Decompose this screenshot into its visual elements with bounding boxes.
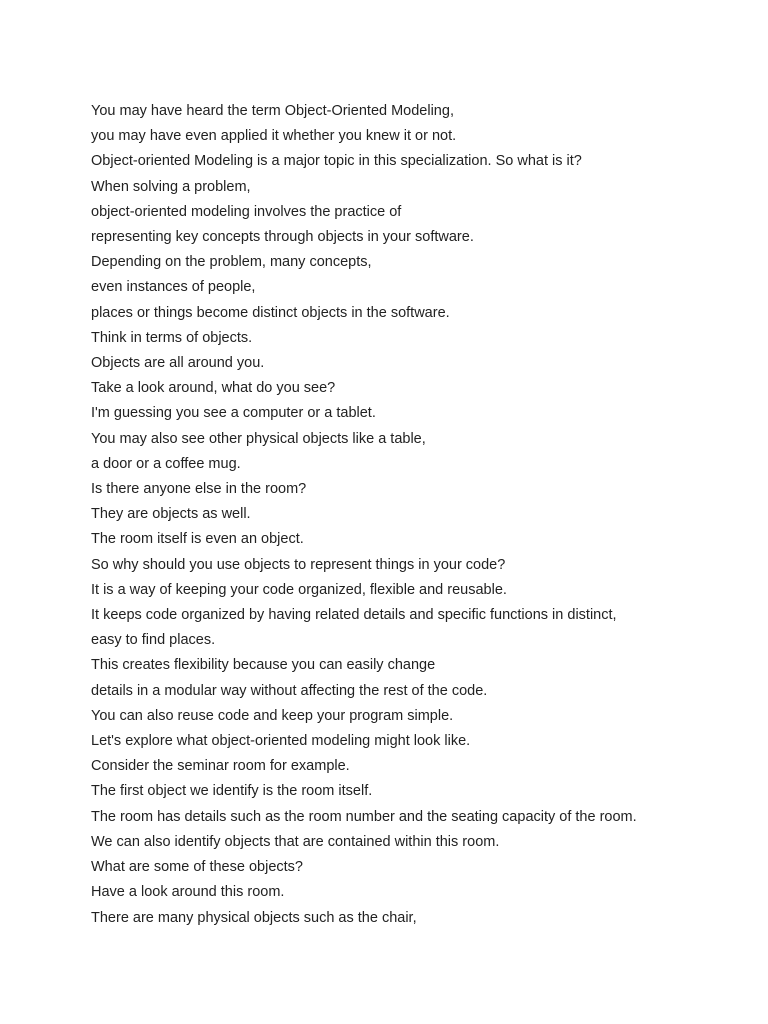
text-line: Think in terms of objects. — [91, 329, 253, 346]
text-line: Object-oriented Modeling is a major topic in this specialization. So what is it? — [91, 153, 582, 170]
text-line: When solving a problem, — [91, 178, 251, 195]
transcript-text — [91, 99, 751, 931]
text-line: Consider the seminar room for example. — [91, 758, 350, 775]
text-line: Take a look around, what do you see? — [91, 380, 336, 397]
text-line: details in a modular way without affecting the rest of the code. — [91, 682, 488, 699]
text-line: It keeps code organized by having related details and specific functions in distinct, — [91, 607, 617, 624]
text-line: They are objects as well. — [91, 506, 251, 523]
text-line: Let's explore what object-oriented modeling might look like. — [91, 733, 471, 750]
text-line: Have a look around this room. — [91, 884, 285, 901]
text-line: object-oriented modeling involves the practice of — [91, 203, 402, 220]
text-line: even instances of people, — [91, 279, 256, 296]
text-line: You can also reuse code and keep your program simple. — [91, 707, 454, 724]
text-line: There are many physical objects such as the chair, — [91, 909, 417, 926]
text-line: What are some of these objects? — [91, 859, 303, 876]
text-line: So why should you use objects to represent things in your code? — [91, 556, 506, 573]
text-line: Depending on the problem, many concepts, — [91, 254, 372, 271]
text-line: easy to find places. — [91, 632, 216, 649]
text-line: The room itself is even an object. — [91, 531, 304, 548]
text-line: You may have heard the term Object-Oriented Modeling, — [91, 103, 454, 119]
text-line: The first object we identify is the room itself. — [91, 783, 373, 800]
text-line: representing key concepts through objects in your software. — [91, 229, 474, 246]
text-line: you may have even applied it whether you knew it or not. — [91, 128, 457, 145]
text-line: You may also see other physical objects like a table, — [91, 430, 426, 447]
text-line: The room has details such as the room number and the seating capacity of the room. — [91, 808, 637, 825]
text-line: I'm guessing you see a computer or a tablet. — [91, 405, 376, 422]
text-line: a door or a coffee mug. — [91, 455, 241, 472]
text-line: It is a way of keeping your code organized, flexible and reusable. — [91, 581, 507, 598]
text-line: Objects are all around you. — [91, 355, 265, 372]
text-line: We can also identify objects that are contained within this room. — [91, 833, 500, 850]
text-line: places or things become distinct objects in the software. — [91, 304, 450, 321]
text-line: This creates flexibility because you can easily change — [91, 657, 436, 674]
text-line: Is there anyone else in the room? — [91, 481, 307, 498]
